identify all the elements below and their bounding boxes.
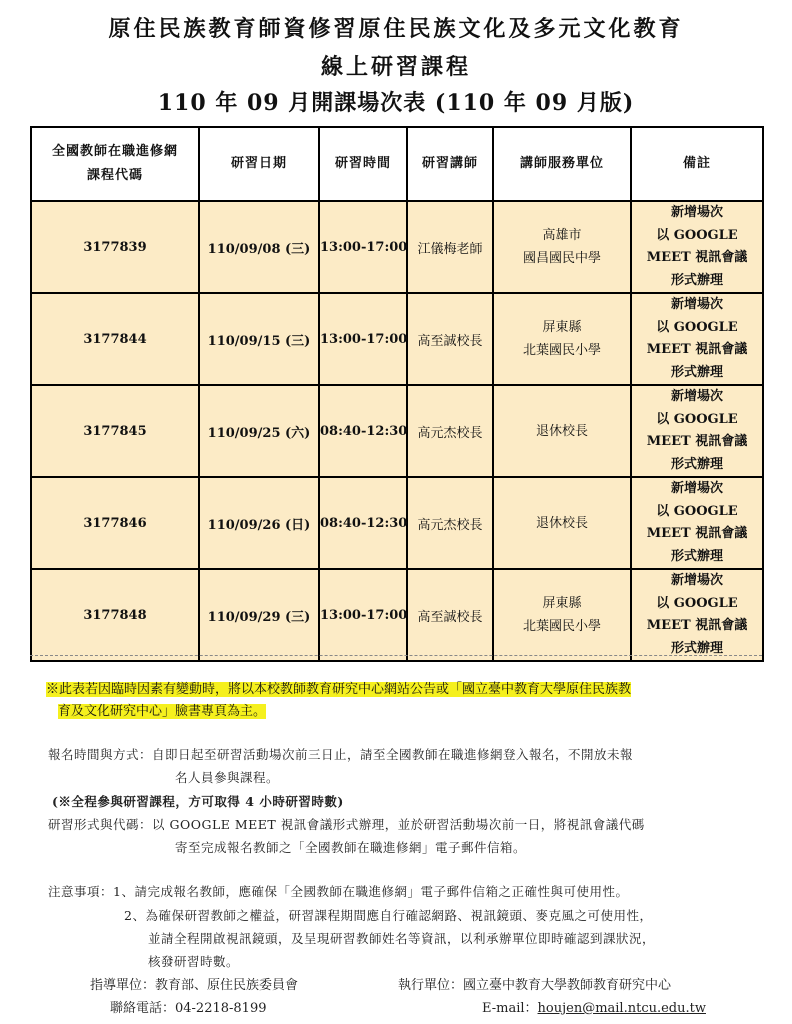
attention-line4: 核發研習時數。: [148, 954, 240, 969]
email-address[interactable]: houjen@mail.ntcu.edu.tw: [537, 1001, 706, 1016]
executor-unit: 執行單位：國立臺中教育大學教師教育研究中心: [398, 978, 672, 993]
course-code: 3177839: [31, 201, 199, 293]
format-text-line1: 研習形式與代碼：以 GOOGLE MEET 視訊會議形式辦理，並於研習活動場次前一日，將視訊會議代碼: [48, 817, 645, 832]
teacher-unit: 退休校長: [493, 477, 631, 569]
table-header-row: [31, 127, 763, 201]
header-note: 備註: [631, 127, 763, 201]
teacher-unit: 高雄市 國昌國民中學: [493, 201, 631, 293]
course-time: 08:40-12:30: [319, 385, 407, 477]
course-time: 13:00-17:00: [319, 293, 407, 385]
course-code: 3177844: [31, 293, 199, 385]
course-note: 新增場次 以 GOOGLE MEET 視訊會議 形式辦理: [631, 569, 763, 661]
course-code: 3177846: [31, 477, 199, 569]
format-text-line2: 寄至完成報名教師之「全國教師在職進修網」電子郵件信箱。: [175, 840, 527, 855]
course-date: 110/09/15 (三): [199, 293, 319, 385]
course-date: 110/09/29 (三): [199, 569, 319, 661]
course-teacher: 江儀梅老師: [407, 201, 493, 293]
course-date: 110/09/08 (三): [199, 201, 319, 293]
course-time: 13:00-17:00: [319, 569, 407, 661]
course-date: 110/09/26 (日): [199, 477, 319, 569]
course-time: 08:40-12:30: [319, 477, 407, 569]
course-time: 13:00-17:00: [319, 201, 407, 293]
teacher-unit: 屏東縣 北葉國民小學: [493, 293, 631, 385]
course-code: 3177845: [31, 385, 199, 477]
course-date: 110/09/25 (六): [199, 385, 319, 477]
supervisor-unit: 指導單位：教育部、原住民族委員會: [90, 978, 299, 993]
course-code: 3177848: [31, 569, 199, 661]
table-row: [31, 477, 763, 569]
table-row: [31, 569, 763, 661]
course-note: 新增場次 以 GOOGLE MEET 視訊會議 形式辦理: [631, 477, 763, 569]
course-note: 新增場次 以 GOOGLE MEET 視訊會議 形式辦理: [631, 201, 763, 293]
header-teacher: 研習講師: [407, 127, 493, 201]
divider: [30, 655, 762, 656]
teacher-unit: 退休校長: [493, 385, 631, 477]
email-label: E-mail：: [482, 1001, 538, 1016]
header-time: 研習時間: [319, 127, 407, 201]
header-unit: 講師服務單位: [493, 127, 631, 201]
course-note: 新增場次 以 GOOGLE MEET 視訊會議 形式辦理: [631, 385, 763, 477]
attention-line1: 注意事項：1、請完成報名教師，應確保「全國教師在職進修網」電子郵件信箱之正確性與可使用性。: [48, 884, 629, 899]
course-note: 新增場次 以 GOOGLE MEET 視訊會議 形式辦理: [631, 293, 763, 385]
course-teacher: 高元杰校長: [407, 385, 493, 477]
schedule-table: [30, 126, 764, 662]
table-row: [31, 293, 763, 385]
registration-text-line2: 名人員參與課程。: [175, 770, 280, 785]
contact-phone: 聯絡電話：04-2218-8199: [110, 1001, 267, 1016]
contact-email: [482, 997, 706, 1016]
header-course-code: 全國教師在職進修網 課程代碼: [31, 127, 199, 201]
table-row: [31, 201, 763, 293]
attention-line2: 2、為確保研習教師之權益，研習課程期間應自行確認網路、視訊鏡頭、麥克風之可使用性，: [124, 908, 653, 923]
teacher-unit: 屏東縣 北葉國民小學: [493, 569, 631, 661]
notice-line1: ※此表若因臨時因素有變動時，將以本校教師教育研究中心網站公告或「國立臺中教育大學原住民族教: [46, 682, 632, 697]
course-teacher: 高元杰校長: [407, 477, 493, 569]
course-teacher: 高至誠校長: [407, 569, 493, 661]
hours-note: (※全程參與研習課程，方可取得 4 小時研習時數): [52, 794, 344, 809]
notice-line2: 育及文化研究中心」臉書專頁為主。: [58, 704, 267, 719]
header-date: 研習日期: [199, 127, 319, 201]
attention-line3: 並請全程開啟視訊鏡頭，及呈現研習教師姓名等資訊，以利承辦單位即時確認到課狀況，: [148, 931, 656, 946]
document-title-line1: 原住民族教育師資修習原住民族文化及多元文化教育: [108, 16, 684, 42]
document-title-line2: 線上研習課程: [320, 54, 471, 80]
registration-text-line1: 報名時間與方式：自即日起至研習活動場次前三日止，請至全國教師在職進修網登入報名，不開放未報: [48, 747, 634, 762]
table-row: [31, 385, 763, 477]
document-title-line3: 110 年 09 月開課場次表 (110 年 09 月版): [157, 90, 635, 116]
course-teacher: 高至誠校長: [407, 293, 493, 385]
